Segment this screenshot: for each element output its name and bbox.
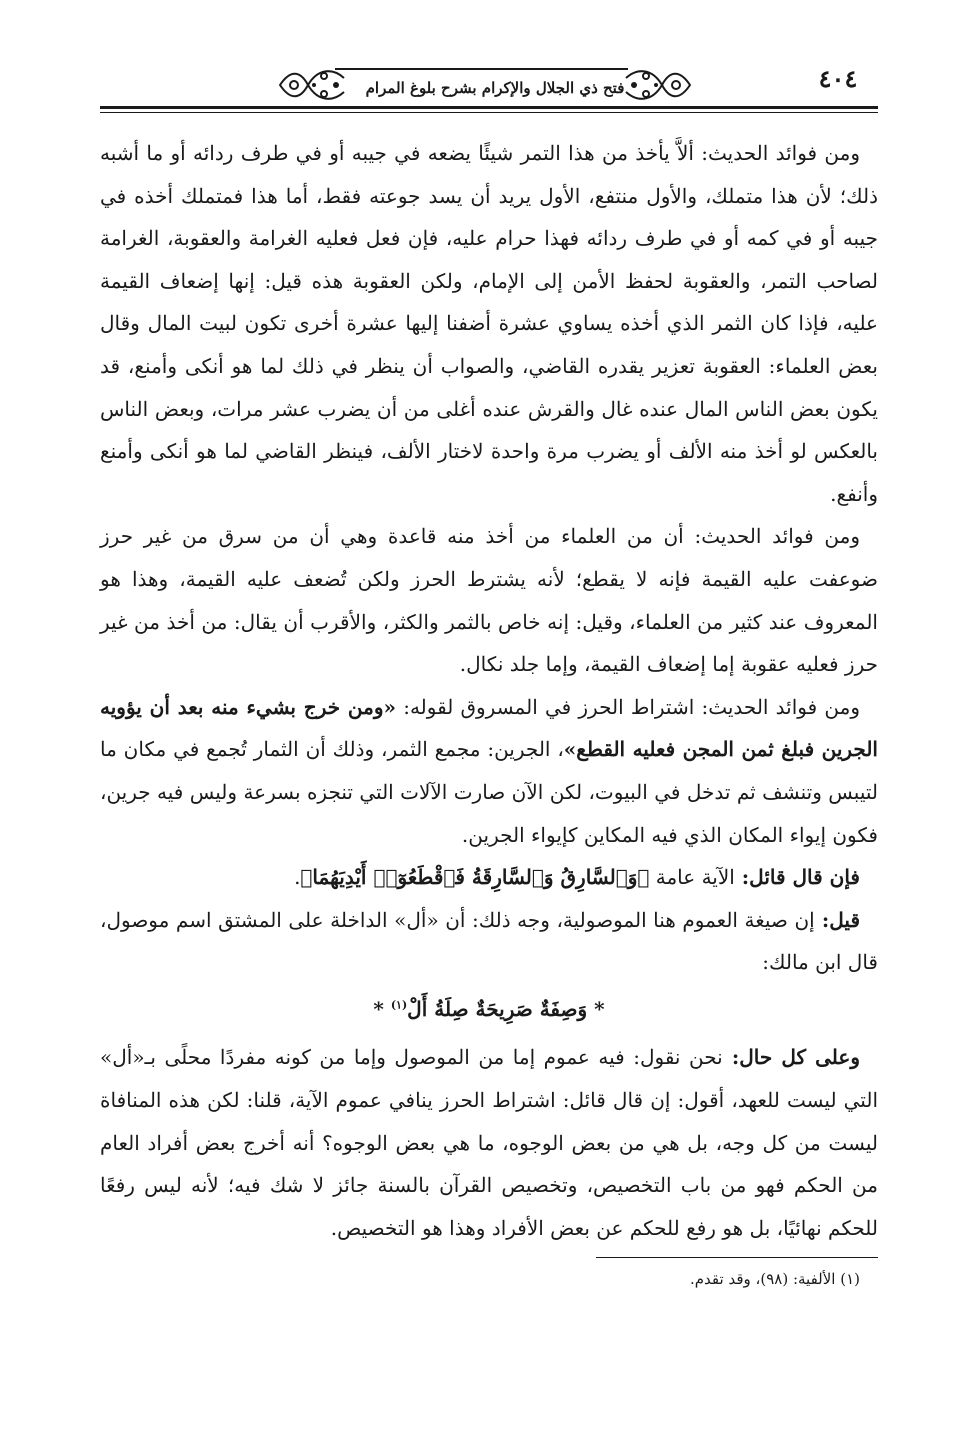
page-number: ٤٠٤ bbox=[818, 64, 858, 93]
ornament-right-icon bbox=[622, 64, 692, 106]
running-head bbox=[100, 62, 878, 120]
emphasis-text: قيل: bbox=[814, 907, 860, 932]
paragraph bbox=[100, 856, 878, 899]
paragraph-text: ومن فوائد الحديث: ألاَّ يأخذ من هذا التمر شيئًا يضعه في جيبه أو في طرف ردائه أو ما أشبه ذلك؛ لأن هذا متملك، والأول منتفع، الأول يريد أن يسد جوعته فقط، أما هذا فمتملك أخذه في جيبه أو في كمه أو في طرف ردائه فهذا حرام عليه، فإن فعل فعليه الغرامة والعقوبة، الغرامة لصاحب التمر، والعقوبة لحفظ الأمن إلى الإمام، ولكن العقوبة هذه قيل: إنها إضعاف القيمة عليه، فإذا كان الثمر الذي أخذه يساوي عشرة أضفنا إليها عشرة أخرى تكون لبيت المال وقال بعض العلماء: العقوبة تعزير يقدره القاضي، والصواب أن ينظر في ذلك لما هو أنكى وأمنع، قد يكون بعض الناس المال عنده غال والقرش عنده أغلى من أن يضرب عشر مرات، وبعض الناس بالعكس لو أخذ منه الألف أو يضرب مرة واحدة لاختار الألف، فينظر القاضي لما هو أنكى وأمنع وأنفع. bbox=[100, 141, 878, 506]
emphasis-text: ﴿وَٱلسَّارِقُ وَٱلسَّارِقَةُ فَٱقْطَعُوٓا۟ أَيْدِيَهُمَا﴾ bbox=[300, 865, 650, 890]
paragraph bbox=[100, 899, 878, 984]
paragraph bbox=[100, 132, 878, 515]
header-rule-thin bbox=[100, 112, 878, 113]
paragraph bbox=[100, 686, 878, 856]
paragraph bbox=[100, 515, 878, 685]
footnote-rule bbox=[596, 1257, 878, 1258]
footnote: (١) الألفية: (٩٨)، وقد تقدم. bbox=[689, 1270, 860, 1288]
header-top-rule bbox=[335, 68, 628, 70]
paragraph-text: ومن فوائد الحديث: اشتراط الحرز في المسروق لقوله: bbox=[396, 694, 860, 719]
header-rule bbox=[100, 106, 878, 109]
paragraph-text: . bbox=[294, 865, 301, 890]
ornament-left-icon bbox=[278, 64, 348, 106]
emphasis-text: * وَصِفَةٌ صَرِيحَةٌ صِلَةُ أَلْ bbox=[407, 996, 605, 1021]
running-title: فتح ذي الجلال والإكرام بشرح بلوغ المرام bbox=[365, 79, 625, 97]
verse-line bbox=[100, 988, 878, 1031]
paragraph-text: ، الجرين: مجمع الثمر، وذلك أن الثمار تُجمع في مكان ما لتيبس وتنشف ثم تدخل في البيوت، لكن الآن صارت الآلات التي تنجزه بسرعة وليس فيه جرين، فكون إيواء المكان الذي فيه المكاين كإيواء الجرين. bbox=[100, 737, 878, 847]
emphasis-text: فإن قال قائل: bbox=[734, 865, 860, 890]
emphasis-text: وعلى كل حال: bbox=[722, 1045, 861, 1070]
paragraph-text: الآية عامة bbox=[649, 865, 735, 890]
paragraph-text: نحن نقول: فيه عموم إما من الموصول وإما من كونه مفردًا محلًى بـ«أل» التي ليست للعهد، أقول: إن قال قائل: اشتراط الحرز ينافي عموم الآية، قلنا: لكن هذه المنافاة ليست من كل وجه، بل هي من بعض الوجوه، ما هي بعض الوجوه؟ أنه أخرج بعض أفراد العام من الحكم فهو من باب التخصيص، وتخصيص القرآن بالسنة جائز لا شك فيه؛ لأنه ليس رفعًا للحكم نهائيًا، بل هو رفع للحكم عن بعض الأفراد وهذا هو التخصيص. bbox=[100, 1045, 879, 1240]
body-text bbox=[100, 132, 878, 1249]
footnote-marker: (١) bbox=[390, 998, 408, 1012]
emphasis-text: * bbox=[373, 996, 391, 1021]
emphasis-text: «ومن خرج بشيء منه بعد أن يؤويه الجرين فبلغ ثمن المجن فعليه القطع» bbox=[100, 694, 878, 762]
paragraph-text: ومن فوائد الحديث: أن من العلماء من أخذ منه قاعدة وهي أن من سرق من غير حرز ضوعفت عليه القيمة فإنه لا يقطع؛ لأنه يشترط الحرز ولكن تُضعف عليه القيمة، وهذا هو المعروف عند كثير من العلماء، وقيل: إنه خاص بالثمر والكثر، والأقرب أن يقال: من أخذ من غير حرز فعليه عقوبة إما إضعاف القيمة، وإما جلد نكال. bbox=[100, 524, 878, 677]
paragraph-text: إن صيغة العموم هنا الموصولية، وجه ذلك: أن «أل» الداخلة على المشتق اسم موصول، قال ابن مالك: bbox=[100, 907, 878, 975]
paragraph bbox=[100, 1036, 878, 1249]
